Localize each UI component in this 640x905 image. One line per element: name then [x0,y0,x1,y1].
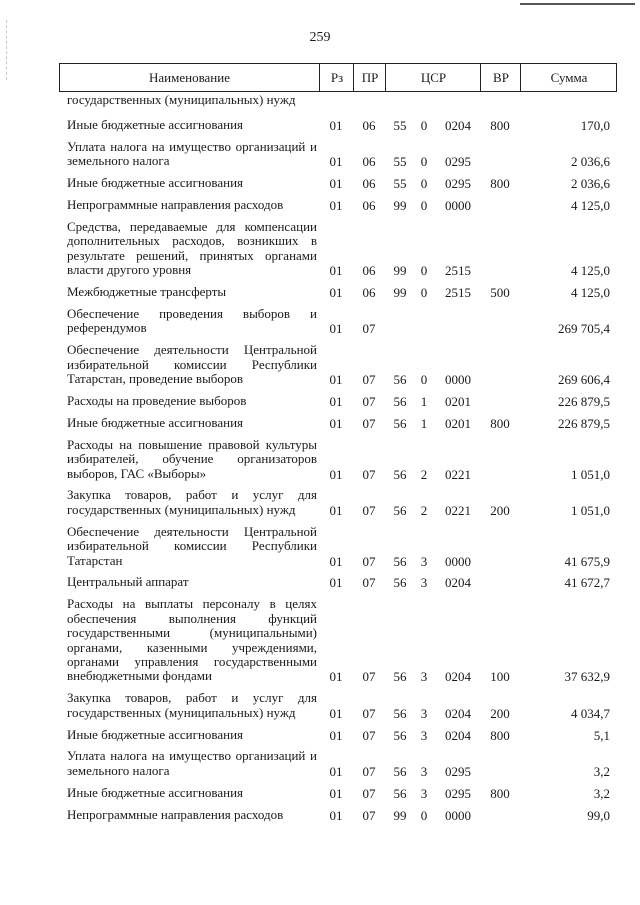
cell-csr-program: 56 [393,466,407,482]
cell-vr: 200 [490,502,510,518]
cell-csr-code: 0204 [445,117,471,133]
cell-rz: 01 [329,321,343,337]
row-name [67,786,317,800]
cell-csr-code: 0295 [445,154,471,170]
cell-csr-code: 0204 [445,727,471,743]
row-name [67,220,317,278]
name-line: Иные бюджетные ассигнования [67,175,244,191]
name-line: обеспечения выполнения функций [67,610,317,626]
cell-pr: 06 [362,285,376,300]
name-line: Иные бюджетные ассигнования [67,784,244,800]
name-line: избирательной комиссии Республики [67,538,317,554]
cell-csr-subprogram: 0 [420,176,428,192]
name-line: Межбюджетные трансферты [67,284,227,299]
cell-rz: 01 [329,372,343,387]
cell-csr-program: 56 [393,553,407,569]
row-name [67,488,317,517]
name-line: Непрограммные направления расходов [67,197,284,212]
cell-rz: 01 [329,154,343,170]
cell-rz: 01 [329,415,343,431]
name-line: государственных (муниципальных) нужд [67,501,296,517]
cell-sum: 37 632,9 [564,669,610,685]
row-name [67,118,317,132]
cell-pr: 07 [362,785,376,801]
cell-csr-code: 0204 [445,669,471,685]
cell-csr-subprogram: 0 [420,263,428,279]
header-name: Наименование [149,70,230,85]
name-line: Непрограммные направления расходов [67,806,284,822]
row-name [67,140,317,169]
cell-csr-program: 55 [393,176,407,192]
cell-csr-code: 0295 [445,785,471,801]
cell-pr: 07 [362,553,376,569]
cell-csr-code: 0000 [445,553,471,569]
cell-csr-program: 99 [393,198,407,213]
scan-margin-mark [6,20,7,80]
cell-pr: 07 [362,727,376,743]
row-name [67,198,317,212]
cell-csr-subprogram: 3 [420,669,428,685]
cell-pr: 07 [362,466,376,482]
cell-sum: 5,1 [593,727,610,743]
cell-csr-subprogram: 2 [420,466,428,482]
cell-csr-program: 56 [393,502,407,518]
name-line: власти другого уровня [67,262,192,278]
cell-csr-code: 0204 [445,705,471,721]
name-line: избирательной комиссии Республики [67,356,317,372]
cell-csr-code: 0221 [445,502,471,518]
name-line: дополнительных расходов, возникших в [67,233,317,249]
cell-rz: 01 [329,575,343,591]
cell-csr-code: 0221 [445,466,471,482]
name-line: Уплата налога на имущество организаций и [67,138,317,154]
name-line: референдумов [67,320,147,336]
cell-csr-subprogram: 0 [420,154,428,170]
continuation-text [67,93,317,107]
top-rule [520,3,635,5]
cell-vr: 100 [490,669,510,685]
cell-pr: 06 [362,154,376,170]
cell-sum: 2 036,6 [571,176,610,192]
cell-csr-subprogram: 0 [420,807,428,823]
cell-csr-program: 56 [393,705,407,721]
cell-csr-program: 56 [393,669,407,685]
cell-rz: 01 [329,705,343,721]
name-line: Расходы на проведение выборов [67,392,247,408]
cell-pr: 07 [362,372,376,387]
cell-csr-program: 56 [393,785,407,801]
name-line: внебюджетными фондами [67,668,212,684]
cell-csr-code: 0000 [445,372,471,387]
cell-rz: 01 [329,198,343,213]
row-name [67,285,317,299]
cell-rz: 01 [329,263,343,279]
cell-pr: 07 [362,669,376,685]
cell-csr-code: 0000 [445,198,471,213]
cell-csr-program: 56 [393,763,407,779]
cell-rz: 01 [329,807,343,823]
table-header [59,63,617,92]
row-name [67,691,317,720]
cell-csr-program: 55 [393,117,407,133]
cell-csr-subprogram: 0 [420,285,428,300]
cell-vr: 800 [490,117,510,133]
name-line: Закупка товаров, работ и услуг для [67,690,317,706]
name-line: Обеспечение деятельности Центральной [67,342,317,358]
cell-csr-subprogram: 0 [420,198,428,213]
cell-csr-program: 56 [393,575,407,591]
name-line: выборов, ГАС «Выборы» [67,465,207,481]
cell-rz: 01 [329,285,343,300]
cell-rz: 01 [329,785,343,801]
cell-csr-program: 55 [393,154,407,170]
cell-csr-code: 0201 [445,393,471,409]
row-name [67,307,317,336]
row-name [67,343,317,386]
cell-rz: 01 [329,176,343,192]
cell-sum: 3,2 [593,785,610,801]
cell-sum: 1 051,0 [571,466,610,482]
cell-rz: 01 [329,669,343,685]
cell-sum: 1 051,0 [571,502,610,518]
name-line: земельного налога [67,762,170,778]
cell-vr: 500 [490,285,510,300]
cell-rz: 01 [329,466,343,482]
name-line: Иные бюджетные ассигнования [67,726,244,742]
name-line: Иные бюджетные ассигнования [67,116,244,132]
page-number: 259 [309,30,331,45]
cell-csr-code: 0295 [445,763,471,779]
row-name [67,749,317,778]
cell-csr-program: 99 [393,285,407,300]
name-line: Татарстан, проведение выборов [67,371,244,386]
header-sum: Сумма [520,64,617,91]
name-line: государственных (муниципальных) нужд [67,704,296,720]
cell-sum: 4 125,0 [571,263,610,279]
name-line: Татарстан [67,552,123,568]
cell-sum: 269 705,4 [558,321,610,337]
cell-rz: 01 [329,763,343,779]
row-name [67,394,317,408]
cell-csr-code: 0204 [445,575,471,591]
cell-csr-code: 0295 [445,176,471,192]
cell-pr: 07 [362,321,376,337]
cell-csr-code: 2515 [445,285,471,300]
cell-csr-subprogram: 1 [420,415,428,431]
row-name [67,176,317,190]
cell-rz: 01 [329,117,343,133]
row-name [67,597,317,683]
name-line: Расходы на выплаты персоналу в целях [67,596,317,612]
name-line: Обеспечение проведения выборов и [67,305,317,321]
cell-csr-code: 0201 [445,415,471,431]
name-line: государственными (муниципальными) [67,625,317,641]
cell-csr-code: 2515 [445,263,471,279]
cell-vr: 800 [490,727,510,743]
cell-sum: 4 125,0 [571,198,610,213]
name-line: избирателей, обучение организаторов [67,451,317,467]
cell-csr-subprogram: 0 [420,117,428,133]
cell-pr: 06 [362,198,376,213]
cell-pr: 07 [362,807,376,823]
cell-csr-program: 56 [393,372,407,387]
cell-pr: 06 [362,117,376,133]
name-line: результате решений, принятых органами [67,247,317,263]
cell-sum: 99,0 [587,807,610,823]
header-vr: ВР [480,64,521,91]
cell-csr-subprogram: 3 [420,727,428,743]
cell-sum: 226 879,5 [558,393,610,409]
cell-csr-code: 0000 [445,807,471,823]
row-name [67,728,317,742]
cell-sum: 226 879,5 [558,415,610,431]
cell-vr: 800 [490,415,510,431]
cell-sum: 269 606,4 [558,372,610,387]
name-line: Закупка товаров, работ и услуг для [67,487,317,503]
cell-rz: 01 [329,553,343,569]
row-name [67,808,317,822]
cell-pr: 07 [362,575,376,591]
cell-rz: 01 [329,727,343,743]
cell-csr-subprogram: 3 [420,553,428,569]
cell-csr-program: 56 [393,393,407,409]
cell-pr: 07 [362,393,376,409]
cell-sum: 41 675,9 [564,553,610,569]
cell-csr-subprogram: 3 [420,763,428,779]
name-line: Центральный аппарат [67,574,189,590]
name-line: органами управления государственными [67,653,317,669]
cell-vr: 200 [490,705,510,721]
name-line: Иные бюджетные ассигнования [67,414,244,430]
cell-csr-program: 99 [393,263,407,279]
cell-sum: 170,0 [580,117,610,133]
cell-sum: 4 125,0 [571,285,610,300]
cell-csr-program: 56 [393,415,407,431]
cell-pr: 07 [362,502,376,518]
name-line: Средства, передаваемые для компенсации [67,218,317,234]
cell-csr-program: 56 [393,727,407,743]
name-line: Обеспечение деятельности Центральной [67,523,317,539]
header-rz: Рз [319,64,354,91]
cell-rz: 01 [329,502,343,518]
cell-pr: 07 [362,705,376,721]
row-name [67,438,317,481]
cell-sum: 2 036,6 [571,154,610,170]
header-pr: ПР [353,64,386,91]
cell-csr-subprogram: 3 [420,575,428,591]
cell-csr-subprogram: 0 [420,372,428,387]
cell-pr: 06 [362,176,376,192]
row-name [67,416,317,430]
name-line: органами, казенными учреждениями, [67,639,317,655]
cell-csr-subprogram: 1 [420,393,428,409]
cell-vr: 800 [490,176,510,192]
cell-csr-subprogram: 2 [420,502,428,518]
cell-sum: 41 672,7 [564,575,610,591]
name-line: Расходы на повышение правовой культуры [67,436,317,452]
cell-rz: 01 [329,393,343,409]
name-line: государственных (муниципальных) нужд [67,92,296,107]
header-csr: ЦСР [385,64,481,91]
cell-sum: 3,2 [593,763,610,779]
cell-sum: 4 034,7 [571,705,610,721]
cell-pr: 06 [362,263,376,279]
cell-csr-program: 99 [393,807,407,823]
row-name [67,575,317,589]
cell-pr: 07 [362,763,376,779]
name-line: Уплата налога на имущество организаций и [67,748,317,764]
cell-csr-subprogram: 3 [420,705,428,721]
cell-csr-subprogram: 3 [420,785,428,801]
name-line: земельного налога [67,153,170,169]
row-name [67,525,317,568]
cell-vr: 800 [490,785,510,801]
cell-pr: 07 [362,415,376,431]
